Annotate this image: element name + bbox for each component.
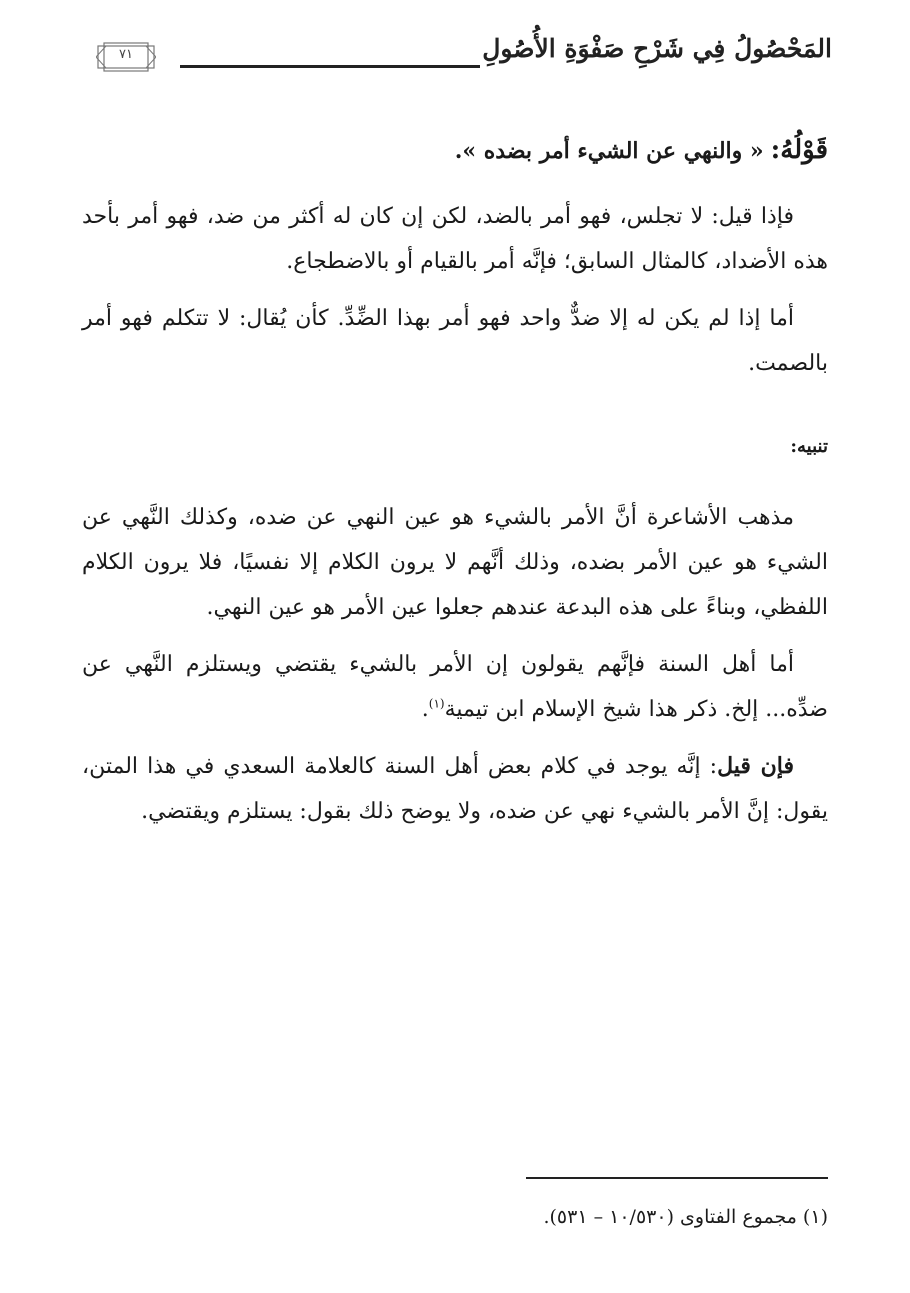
page-header xyxy=(90,28,832,84)
page-number-badge xyxy=(96,42,156,72)
paragraph-4 xyxy=(82,642,828,732)
footnote-rule xyxy=(526,1177,828,1179)
paragraph-4-text: أما أهل السنة فإنَّهم يقولون إن الأمر بالشيء يقتضي ويستلزم النَّهي عن ضدِّه... إلخ. ذكر هذا شيخ الإسلام ابن تيمية xyxy=(82,652,828,722)
running-title: المَحْصُولُ فِي شَرْحِ صَفْوَةِ الأُصُولِ xyxy=(482,34,832,63)
paragraph-4-end: . xyxy=(421,697,429,722)
paragraph-3: مذهب الأشاعرة أنَّ الأمر بالشيء هو عين النهي عن ضده، وكذلك النَّهي عن الشيء هو عين الأمر بضده، وذلك أنَّهم لا يرون الكلام إلا نفسيًا، فلا يرون الكلام اللفظي، وبناءً على هذه البدعة عندهم جعلوا عين الأمر هو عين النهي. xyxy=(82,505,828,620)
paragraph-2: أما إذا لم يكن له إلا ضدٌّ واحد فهو أمر بهذا الضِّدِّ. كأن يُقال: لا تتكلم فهو أمر بالصمت. xyxy=(82,306,828,376)
footnote-ref[interactable]: (١) xyxy=(428,696,445,711)
main-text xyxy=(82,128,828,846)
footnote: (١) مجموع الفتاوى (١٠/٥٣٠ – ٥٣١). xyxy=(543,1206,828,1228)
paragraph-1: فإذا قيل: لا تجلس، فهو أمر بالضد، لكن إن كان له أكثر من ضد، فهو أمر بأحد هذه الأضداد، كالمثال السابق؛ فإنَّه أمر بالقيام أو بالاضطجاع. xyxy=(82,204,828,274)
header-rule xyxy=(180,65,480,68)
tanbih-heading: تنبيه: xyxy=(790,436,828,457)
qawl-label: قَوْلُهُ: xyxy=(770,135,828,165)
page-number: ٧١ xyxy=(119,47,133,62)
qawl-text: « والنهي عن الشيء أمر بضده ». xyxy=(454,138,764,164)
paragraph-5-lead: فإن قيل xyxy=(717,753,794,779)
quoted-statement xyxy=(82,128,828,174)
paragraph-5 xyxy=(82,744,828,834)
paragraph-5-text: : إنَّه يوجد في كلام بعض أهل السنة كالعلامة السعدي في هذا المتن، يقول: إنَّ الأمر بالشيء نهي عن ضده، ولا يوضح ذلك بقول: يستلزم ويقتضي. xyxy=(82,754,828,824)
